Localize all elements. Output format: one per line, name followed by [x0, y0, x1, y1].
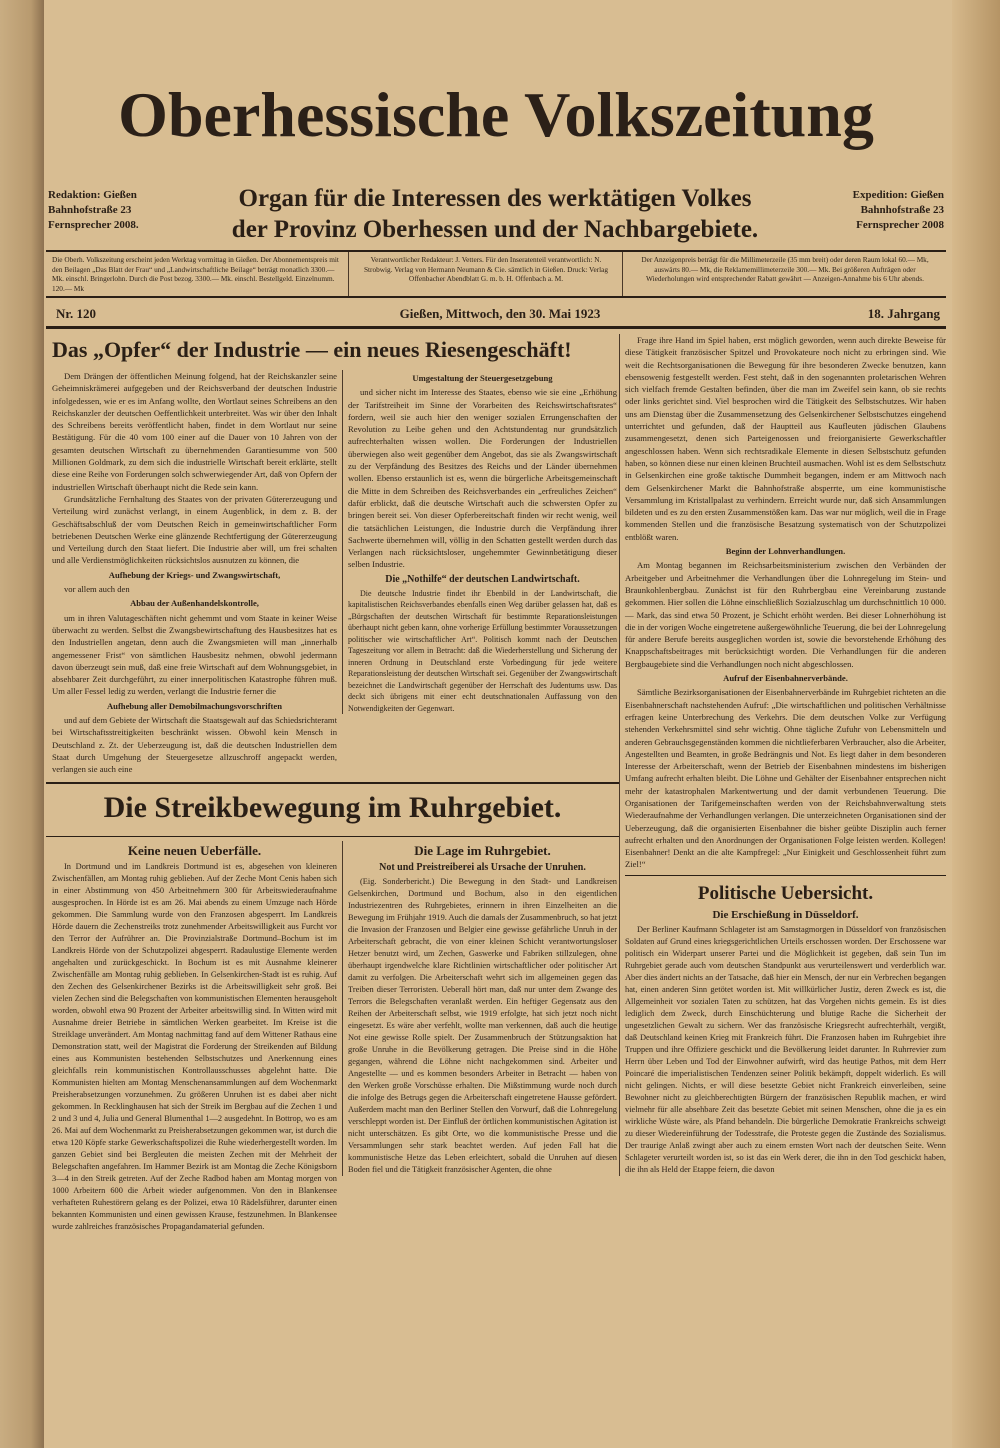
paragraph: Dem Drängen der öffentlichen Meinung folgend, hat der Reichskanzler seine Geheimniskrämerei aufgegeben und der Reichsverband der deutschen Industrie infolgedessen, wie er es im Anfang wollte, den Wortlaut seines Schreibens an den Reichskanzler der deutschen Oeffentlichkeit unterbreitet. Was wir über den Inhalt des Schreibens bereits veröffentlicht haben, findet in dem Wortlaut nur seine Bestätigung. Für die 40 vom 100 einer auf die Dauer von 10 Jahren von der gesamten deutschen Wirtschaft zu übernehmenden Garantiesumme von 500 Millionen Goldmark, zu dem sich die industrielle Wirtschaft bereit erklärte, stellt diese eine Reihe von Forderungen solch schwerwiegender Art, daß von Opfern der industriellen Wirtschaft überhaupt nicht die Rede sein kann. — [52, 371, 337, 492]
divider — [46, 296, 946, 298]
expedition-line: Expedition: Gießen — [852, 189, 944, 201]
office-line: Redaktion: Gießen — [48, 189, 137, 201]
expedition-box — [836, 188, 944, 233]
subheading: Aufhebung der Kriegs- und Zwangswirtschaft, — [108, 569, 281, 580]
headline-strike: Die Streikbewegung im Ruhrgebiet. — [103, 790, 562, 824]
expedition-line: Bahnhofstraße 23 — [860, 204, 944, 216]
divider — [348, 252, 349, 296]
adjacent-page-binding — [0, 0, 44, 1448]
article-column — [46, 841, 342, 1233]
paragraph: um in ihren Valutageschäften nicht gehemmt und vom Staate in keiner Weise überwacht zu werden. Selbst die Zwangsbewirtschaftung des Hausbesitzes hat es den Industriellen angetan, denn auch die Zwangsmieten will man „innerhalb angemessener Frist“ von sämtlichen Hausbesitz nehmen, obwohl jedermann davon überzeugt sein muß, daß eine freie Wirtschaft auf dem Wohnungsgebiet, in absehbarer Zeit durchgeführt, zu einer innerpolitischen Katastrophe führen muß. Um aller Fessel ledig zu werden, verlangt die Industrie ferner die — [52, 612, 337, 697]
paragraph: (Eig. Sonderbericht.) Die Bewegung in den Stadt- und Landkreisen Gelsenkirchen, Dortmund und Bochum, also in den eigentlichen Industriezentren des Ruhrgebietes, erinnern in ihren Einzelheiten an die Bewegung im Frühjahr 1919. Auch die damals der Zusammenbruch, so hat jetzt die Invasion der Franzosen und Belgier eine gewisse gefährliche Unruh in der Arbeiterschaft gebracht, die von einer kleinen Schicht verantwortungsloser Hetzer benutzt wird, um Zechen, Gaswerke und Fabriken stillzulegen, ohne überhaupt irgendwelche klare Richtlinien wirtschaftlicher oder politischer Art damit zu verfolgen. Die Arbeiterschaft wehrt sich im allgemeinen gegen das Treiben dieser Terroristen. Ueberall hört man, daß nur unter dem Zwange des Terrors die Belegschaften veranlaßt werden. Ein heftiger Gegensatz aus den Reihen der Arbeiterschaft selbst, wie 1919 erfolgte, hat sich jetzt noch nicht eingesetzt. Es wäre aber verfehlt, wollte man verkennen, daß auch die heutige Not eine gewisse Rolle spielt. Der Zusammenbruch der Stützungsaktion hat große Unruhe in die Bevölkerung getragen. Die Preise sind in die Höhe gegangen, während die Löhne nicht nachgekommen sind. Arbeiter und Angestellte — und es kommen besonders Arbeiter in Betracht — haben von den Werken große Vorschüsse erhalten. Die Mißstimmung wurde noch durch die infolge des Betrugs gegen die Arbeiterschaft eingetretene Hausse gefördert. Außerdem macht man den Berliner Stellen den Vorwurf, daß die Lohnregelung verschleppt worden ist. Der Einfluß der örtlichen kommunistischen Agitation ist nicht unterschätzen. Es gibt Orte, wo die kommunistische Presse und die Versammlungen sehr stark beachtet werden. Auf jeden Fall hat die kommunistische Hetze das Leben erleichtert, sobald die Unruhen auf diesen Boden fiel und die Tätigkeit französischer Agenten, die ohne — [348, 876, 617, 1174]
divider — [622, 252, 623, 296]
subscription-info: Die Oberh. Volkszeitung erscheint jeden Werktag vormittag in Gießen. Der Abonnementspreis mit den Beilagen „Das Blatt der Frau“ und „Landwirtschaftliche Beilage“ beträgt monatlich 3300.— Mk. einschl. Bringerlohn. Durch die Post bezog. 3300.— Mk. einschl. Bestellgeld. Einzelnumm. 120.— Mk — [52, 255, 339, 293]
divider — [46, 250, 946, 252]
subheading: Die „Nothilfe“ der deutschen Landwirtschaft. — [385, 573, 580, 585]
masthead-title: Oberhessische Volkszeitung — [118, 79, 874, 150]
expedition-line: Fernsprecher 2008 — [856, 219, 944, 231]
masthead-subtitle — [160, 183, 830, 245]
paragraph: und sicher nicht im Interesse des Staates, ebenso wie sie eine „Erhöhung der Tarifstreiheit im Sinne der Vorarbeiten des Reichswirtschaftsrates“ fordern, weil sie auch hier den weniger sozialen Errungenschaften der Revolution zu Leibe gehen und den Achtstundentag nur grundsätzlich aufrechterhalten wissen wollen. Die Forderungen der Industriellen überwiegen also weit gegenüber dem Angebot, das sie als Zwangswirtschaft zu der Verpfändung des Besitzes des Reichs und der Länder übernehmen wollen. Ebenso erstaunlich ist es, wenn die bürgerliche Arbeitsgemeinschaft die Mitte in dem Schreiben des Reichsverbandes ein „erfreuliches Zeichen“ dafür erblickt, daß die deutsche Wirtschaft auch die schwersten Opfer zu bringen bereit sei. Von dieser Opferbereitschaft finden wir recht wenig, weil die tatsächlichen Leistungen, die Industrie durch die Verpfändung ihrer Sachwerte übernehmen will, völlig in den Schatten gestellt werden durch das Verlangen nach rücksichtsloser, ungehemmter Gewinnbetätigung dieser selben Industrie. — [348, 387, 617, 570]
article-column — [342, 841, 619, 1176]
article-column — [342, 370, 619, 714]
article-row — [46, 370, 619, 776]
advertising-info: Der Anzeigenpreis beträgt für die Millimeterzeile (35 mm breit) oder deren Raum lokal 60.— Mk, auswärts 80.— Mk, die Reklamemillimeterzeile 300.— Mk. Bei größeren Aufträgen oder Wiederholungen wird entsprechender Rabatt gewährt — Anzeigen-Annahme bis 6 Uhr abends. — [641, 255, 929, 283]
paragraph: Am Montag begannen im Reichsarbeitsministerium zwischen den Verbänden der Arbeitgeber und Arbeitnehmer die Verhandlungen über die Lohnregelung im Stein- und Braunkohlenbergbau. Zunächst ist für den Ruhrbergbau eine Vereinbarung zustande gekommen. Hier sollen die Löhne einschließlich Sozialzuschlag um durchschnittlich 10 000.— Mark, das sind etwa 50 Prozent, je Schicht erhöht werden. Bei dieser Lohnerhöhung ist die in der vorigen Woche eingetretene außergewöhnliche Teuerung, die bei der Lohnregelung für andere Berufe bereits ausgeglichen worden ist, sowie die bevorstehende Erhöhung des Knappschaftsbeitrages mit berücksichtigt worden. Die Verhandlungen für die anderen Bergbaugebiete sind die Verhandlungen noch nicht abgeschlossen. — [625, 560, 946, 669]
subheading: Die Erschießung in Düsseldorf. — [712, 908, 859, 921]
paragraph: In Dortmund und im Landkreis Dortmund ist es, abgesehen von kleineren Zwischenfällen, am Montag ruhig geblieben. Auf der Zeche Mont Cenis haben sich in einer Abstimmung von 450 Arbeitnehmern 300 für Arbeitswiederaufnahme ausgesprochen. In Hörde ist es am 26. Mai abends zu einem Umzuge nach Hörde gekommen. Die Sammlung wurde von den Franzosen abgesperrt. Im Landkreis Hörde dauern die Zechenstreiks trotz zunehmender Arbeitswilligkeit aus Furcht vor den Terror der Aufrührer an. Die Provinzialstraße Dortmund–Bochum ist im Landkreis Hörde von der Schutzpolizei abgesperrt. Radaulustige Elemente werden angehalten und zurückgeschickt. In Bochum ist es mit Ausnahme kleinerer Zwischenfälle am Montag ruhig geblieben. In Gelsenkirchen-Stadt ist es ruhig. Auf den Zechen des Gelsenkirchener Bezirks ist die Arbeitswilligkeit sehr groß. Bei vielen Zechen sind die Belegschaften von kommunistischen Elementen herausgeholt worden, obwohl etwa 90 Prozent der Arbeiter arbeitswillig sind. In Witten wird mit Ausnahme dreier Betriebe in sämtlichen Werken gearbeitet. Im Kreise ist die Streiklage unverändert. Am Montag nachmittag fand auf dem Wittener Rathaus eine Demonstration statt, weil der Magistrat die Forderung der Streikenden auf Bildung eines aus Kommunisten bestehenden Selbstschutzes und Anerkennung eines gleichfalls rein kommunistischen Kontrollausschusses abgelehnt hatte. Die Kommunisten hielten am Montag Menschenansammlungen auf dem Wochenmarkt Preisherabsetzungen vorzunehmen. Zu größeren Unruhen ist es dabei aber nicht gekommen. In Recklinghausen hat sich der Streik im Bergbau auf die Zechen 1 und 2 und 3 und 4, Julia und General Blumenthal 1—2 ausgedehnt. In Bottrop, wo es am 26. Mai auf dem Wochenmarkt zu Preisherabsetzungen gekommen war, ist durch die etwa 120 Köpfe starke Gewerkschaftspolizei die Ruhe wiederhergestellt worden. Im ganzen Gebiet sind bei Bergleuten die meisten Zechen mit der Mehrheit der Belegschaften angefahren. Im Hammer Bezirk ist am Montag die Zeche Königsborn 3—4 in den Streik getreten. Auf der Zeche Radbod haben am Montag morgen von 1000 Arbeitern 600 die Arbeit wieder aufgenommen. Von den in Blankensee verhafteten Ruhestörern gelang es der Polizei, etwa 10 Rädelsführer, darunter einen bekannten Kommunisten und einen gewissen Krause, festzunehmen. In Blankensee wurde zahlreiches französisches Propagandamaterial gefunden. — [52, 861, 337, 1231]
article-row — [46, 841, 619, 1233]
paragraph: vor allem auch den — [64, 584, 130, 595]
office-line: Fernsprecher 2008. — [48, 219, 139, 231]
page-edge — [952, 0, 1000, 1448]
subheading: Abbau der Außenhandelskontrolle, — [130, 598, 259, 609]
divider — [46, 326, 946, 329]
subheading: Die Lage im Ruhrgebiet. — [414, 842, 551, 858]
divider — [46, 782, 619, 784]
paragraph: Sämtliche Bezirksorganisationen der Eisenbahnerverbände im Ruhrgebiet richteten an die Eisenbahnerschaft nachstehenden Aufruf: „Die wirtschaftlichen und politischen Verhältnisse erfragen keine Unterbrechung des Verkehrs. Die dem deutschen Volke zur Verfügung stehenden Verkehrsmittel sind sehr wichtig. Ohne tägliche Zufuhr von Lebensmitteln und anderen Gebrauchsgegenständen kommen die nichtlieferbaren Verbraucher, also die Arbeiter, Angestellten und Beamten, in große Bedrängnis und Not. Es liegt daher in dem besonderen Interesse der Arbeiterschaft, wenn der Betrieb der Eisenbahnen mindestens im bisherigen Umfang aufrecht erhalten bleibt. Die Löhne und Gehälter der Eisenbahner entsprechen nicht mehr der katastrophalen Markentwertung und der damit verbundenen Teuerung. Die Organisationen der Tarifgemeinschaften werden von der Reichsbahnverwaltung stets Wiederaufnahme der Verhandlungen verlangen. Die unterzeichneten Organisationen sind der Ueberzeugung, daß die organisierten Eisenbahner die bisher geübte Disziplin auch ferner aufrecht erhalten und den Anordnungen der Organisationen Folge leisten werden. Kollegen! Eisenbahner! Denkt an die alte Kampfregel: „Nur Einigkeit und Geschlossenheit führt zum Ziel!“ — [625, 687, 946, 870]
subheading: Not und Preistreiberei als Ursache der Unruhen. — [379, 861, 586, 873]
page-body — [46, 334, 946, 1233]
subheading: Aufhebung aller Demobilmachungsvorschriften — [106, 700, 283, 711]
issue-number: Nr. 120 — [56, 306, 96, 321]
paragraph: Frage ihre Hand im Spiel haben, erst möglich geworden, wenn auch direkte Beweise für diese Tätigkeit französischer Spitzel und Provokateure noch nicht zu erbringen sind. Wie weit die Rechtsorganisationen die Bewegung für ihre besonderen Zwecke benutzen, kann ebensowenig festgestellt werden. Fest steht, daß in den sogenannten proletarischen Wehren sich vielfach fremde Gestalten befinden, über die man im Zweifel sein kann, ob sie rechts oder links gerichtet sind. Viel besprochen wird die Tätigkeit des Selbstschutzes. Wir haben uns am Dienstag über die Zusammensetzung des Gelsenkirchener Selbstschutzes eingehend unterrichtet und gefunden, daß der Hauptteil aus Kaufleuten jüdischen Glaubens zusammengesetzt, denen sich Parteigenossen und freiorganisierte Gewerkschaftler angeschlossen haben. Wenn sich rechtsradikale Elemente in diesen Selbstschutz gefunden haben, so können diese nur einen kleinen Bruchteil ausmachen. Wohl ist es dem Selbstschutz in Gelsenkirchen eine große taktische Dummheit begangen, indem er am Mittwoch nach dem Gelsenkirchener Markt die Bahnhofstraße absperrte, um eine kommunistische Versammlung im Kristallpalast zu verhindern. Erreicht wurde nur, daß sich Ansammlungen bildeten und es zu den ersten Zusammenstößen kam. Das war nur möglich, weil die in Frage kommenden Stellen und die französische Besatzung systematisch von der Schutzpolizei entblößt waren. — [625, 335, 946, 542]
divider — [625, 875, 946, 876]
office-line: Bahnhofstraße 23 — [48, 204, 132, 216]
subheading: Umgestaltung der Steuergesetzgebung — [412, 373, 553, 383]
editorial-office-box — [48, 188, 139, 233]
subtitle-line: der Provinz Oberhessen und der Nachbargebiete. — [231, 216, 759, 243]
paragraph: und auf dem Gebiete der Wirtschaft die Staatsgewalt auf das Schiedsrichteramt bei Wirtschaftsstreitigkeiten beschränkt wissen. Obwohl kein Mensch in Deutschland z. Zt. der Ueberzeugung ist, daß die deutschen Industriellen dem Staat durch Umgehung der Steuergesetze allzuschroff angepackt werden, verlangen sie auch eine — [52, 715, 337, 775]
right-column — [619, 334, 946, 1176]
issue-date: Gießen, Mittwoch, den 30. Mai 1923 — [399, 306, 601, 321]
subheading: Keine neuen Ueberfälle. — [127, 842, 262, 858]
section-heading-politics: Politische Uebersicht. — [697, 882, 874, 904]
divider — [46, 836, 619, 837]
volume: 18. Jahrgang — [867, 306, 940, 321]
subtitle-line: Organ für die Interessen des werktätigen Volkes — [238, 185, 752, 212]
paragraph: Die deutsche Industrie findet ihr Ebenbild in der Landwirtschaft, die kapitalistischen Reichsverbandes ebenfalls einen Weg darüber gelassen hat, daß es „Bürgschaften der deutschen Wirtschaft für bestimmte Reparationsleistungen überhaupt nicht geben kann, ohne vorherige Erfüllung bestimmter Voraussetzungen politischer wie wirtschaftlicher Art“. Politisch kommt nach der Deutschen Tageszeitung vor allem in Betracht: daß die Wiederherstellung und Sicherung der inneren Ordnung in Deutschland erste Vorbedingung für jede weitere Reparationsleistung der deutschen Wirtschaft sei. Gegenüber der Zwangswirtschaft bezeichnet die Landwirtschaft gegenüber der Herrschaft des Judentums usw. Das deckt sich übrigens mit einer echt deutschnationalen Auffassung von den Notwendigkeiten der Gegenwart. — [348, 588, 617, 713]
subheading: Aufruf der Eisenbahnerverbände. — [723, 673, 848, 684]
left-section — [46, 334, 619, 1233]
paragraph: Der Berliner Kaufmann Schlageter ist am Samstagmorgen in Düsseldorf von französischen Soldaten auf Grund eines kriegsgerichtlichen Urteils erschossen worden. Der Erschossene war politisch ein Widerpart unserer Partei und die Möglichkeit ist gegeben, daß sein Tun im Ruhrgebiet gerade auch vom deutschen Standpunkt aus verurteilenswert und verderblich war. Aber dies ändert nichts an der Tatsache, daß hier ein Mensch, der nur ein Verbrechen begangen hat, einen anderen Sinn getötet worden ist. Mit willkürlicher Justiz, deren Zweck es ist, die Allgemeinheit vor sozialen Taten zu schützen, hat das Vorgehen nichts gemein. Es ist dies lediglich dem Zweck, durch Einschüchterung und blutige Rache die Sicherheit der ungesetzlichen Gewalt zu sichern. Wer das französische Kriegsrecht aufrechterhält, vergißt, daß Deutschland keinen Krieg mit Frankreich führt. Die Franzosen haben im Ruhrgebiet ihre Truppen und ihre Offiziere geschickt und die Bevölkerung leidet darunter. In Ruhrrevier zum Herrn über Leben und Tod der Einwohner aufwirft, wird das heutige Pathos, mit dem Herr Poincaré die imperialistischen Tendenzen seiner Politik bekämpft, doppelt widerlich. Es will nicht gelingen. Nichts, er will diese besetzte Gebiet nicht Frankreich einverleiben, seine Bewohner nicht zu gleichberechtigten Bürgern der französischen Republik machen, er wird vielmehr für alle absehbare Zeit das besetzte Gebiet mit seinen Menschen, ohne die ja es ein wirkliche Wüste wäre, als Pfand behandeln. Die bürgerliche Demokratie Frankreichs schweigt zu dieser Wiedereinführung der Todesstrafe, die Proteste gegen die Zustände des Sozialismus. Der traurige Anlaß zwingt aber auch zu einem ernsten Wort nach der deutschen Seite. Wenn Schlageter verurteilt worden ist, so ist das ein Werk derer, die ihn in den Tod geschickt haben, die ihn als Held der Etappe feiern, die davon — [625, 924, 946, 1174]
headline-industry: Das „Opfer“ der Industrie — ein neues Riesengeschäft! — [52, 337, 572, 362]
paragraph: Grundsätzliche Fernhaltung des Staates von der privaten Gütererzeugung und Verteilung wird zunächst verlangt, in einem Augenblick, in dem z. B. der Geschäftsabschluß der vom Deutschen Reich in gemeinwirtschaftlicher Form betriebenen Deutschen Werke eine glänzende Rechtfertigung der Gütererzeugung und Verteilung durch den Staat liefert. Die Industrie aber will, um frei schalten und alle Verdienstmöglichkeiten rücksichtslos ausnutzen zu können, die — [52, 493, 337, 566]
article-column — [46, 370, 342, 776]
publisher-info: Verantwortlicher Redakteur: J. Vetters. Für den Inseratenteil verantwortlich: N. Strobwig. Verlag von Hermann Neumann & Cie. sämtlich in Gießen. Druck: Verlag Offenbacher Abendblatt G. m. b. H. Offenbach a. M. — [363, 255, 609, 283]
subheading: Beginn der Lohnverhandlungen. — [725, 546, 846, 557]
